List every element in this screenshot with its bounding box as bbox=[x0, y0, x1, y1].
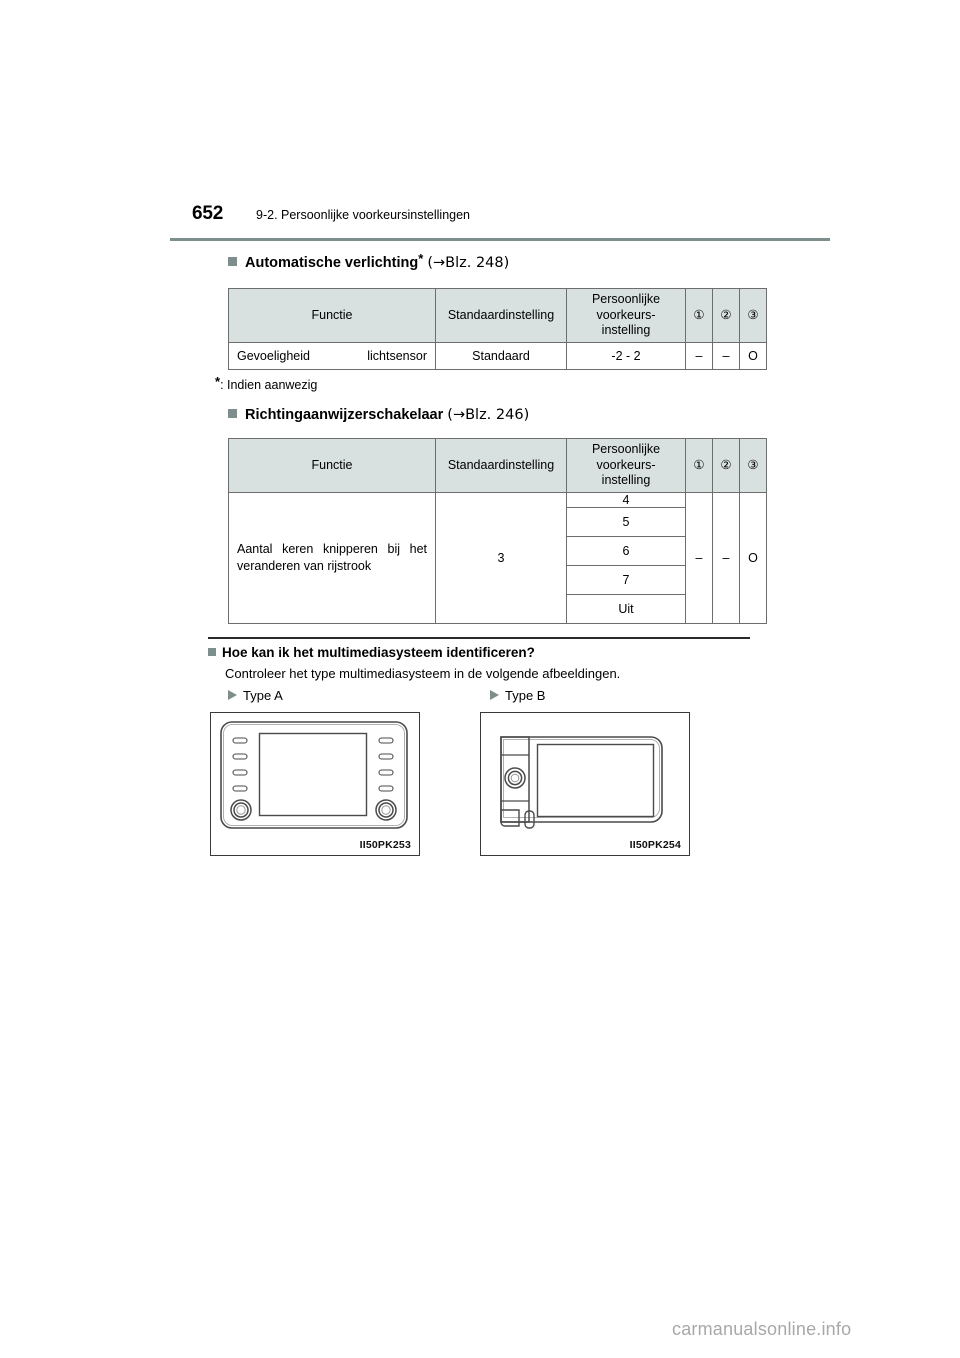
cell-voorkeursinstelling-option: 6 bbox=[567, 537, 686, 566]
section-heading-auto-light bbox=[228, 251, 510, 271]
header-standaardinstelling: Standaardinstelling bbox=[436, 439, 567, 493]
cell-voorkeursinstelling-option: 4 bbox=[567, 493, 686, 508]
section-divider bbox=[208, 637, 750, 639]
header-col-1: ① bbox=[686, 439, 713, 493]
cell-standaardinstelling: Standaard bbox=[436, 343, 567, 370]
cell-col-2: – bbox=[713, 493, 740, 624]
cell-functie bbox=[229, 493, 436, 624]
header-functie: Functie bbox=[229, 289, 436, 343]
cell-col-3: O bbox=[740, 493, 767, 624]
section-heading-turn-signal bbox=[228, 407, 529, 423]
cell-voorkeursinstelling-option: Uit bbox=[567, 595, 686, 624]
cell-functie: Gevoeligheid lichtsensor bbox=[229, 343, 436, 370]
type-b-label bbox=[490, 688, 545, 703]
header-col-2: ② bbox=[713, 439, 740, 493]
footnote-text: : Indien aanwezig bbox=[220, 378, 318, 392]
table-header-row bbox=[229, 439, 767, 493]
cell-voorkeursinstelling-option: 7 bbox=[567, 566, 686, 595]
section-heading-reference: (→Blz. 248) bbox=[427, 255, 510, 271]
section-bullet-icon bbox=[228, 409, 237, 418]
section-heading-text: Automatische verlichting bbox=[245, 255, 419, 271]
type-a-label bbox=[228, 688, 283, 703]
section-heading-reference: (→Blz. 246) bbox=[447, 407, 530, 423]
table-header-row bbox=[229, 289, 767, 343]
cell-col-2: – bbox=[713, 343, 740, 370]
site-watermark: carmanualsonline.info bbox=[672, 1319, 852, 1339]
triangle-marker-icon bbox=[490, 690, 499, 700]
header-standaardinstelling: Standaardinstelling bbox=[436, 289, 567, 343]
header-col-2: ② bbox=[713, 289, 740, 343]
illustration-code-type-b: II50PK254 bbox=[629, 839, 681, 851]
header-col-3: ③ bbox=[740, 439, 767, 493]
header-col-3: ③ bbox=[740, 289, 767, 343]
multimedia-type-a-drawing bbox=[211, 713, 417, 853]
section-heading-multimedia bbox=[208, 645, 535, 660]
cell-voorkeursinstelling: -2 - 2 bbox=[567, 343, 686, 370]
type-a-label-text: Type A bbox=[243, 688, 283, 703]
cell-col-3: O bbox=[740, 343, 767, 370]
footnote-auto-light bbox=[215, 374, 318, 392]
multimedia-type-b-drawing bbox=[481, 713, 687, 853]
type-b-label-text: Type B bbox=[505, 688, 546, 703]
header-functie: Functie bbox=[229, 439, 436, 493]
multimedia-intro-text: Controleer het type multimediasysteem in de volgende afbeeldingen. bbox=[225, 666, 621, 681]
illustration-type-a bbox=[210, 712, 420, 856]
header-persoonlijke-voorkeursinstelling: Persoonlijke voorkeurs- instelling bbox=[567, 289, 686, 343]
page-header bbox=[170, 203, 830, 235]
section-bullet-icon bbox=[208, 648, 216, 656]
table-row bbox=[229, 343, 767, 370]
cell-col-1: – bbox=[686, 343, 713, 370]
page-header-rule bbox=[170, 238, 830, 241]
illustration-code-type-a: II50PK253 bbox=[359, 839, 411, 851]
section-heading-star: * bbox=[418, 251, 424, 266]
header-col-1: ① bbox=[686, 289, 713, 343]
page-number: 652 bbox=[192, 203, 224, 224]
illustration-type-b bbox=[480, 712, 690, 856]
table-row bbox=[229, 493, 767, 508]
section-heading-text: Richtingaanwijzerschakelaar bbox=[245, 407, 444, 423]
section-heading-text: Hoe kan ik het multimediasysteem identificeren? bbox=[222, 645, 535, 660]
cell-col-1: – bbox=[686, 493, 713, 624]
cell-voorkeursinstelling-option: 5 bbox=[567, 508, 686, 537]
footnote-star: * bbox=[215, 374, 221, 389]
table-auto-light bbox=[228, 288, 767, 370]
section-bullet-icon bbox=[228, 257, 237, 266]
header-persoonlijke-voorkeursinstelling: Persoonlijke voorkeurs- instelling bbox=[567, 439, 686, 493]
triangle-marker-icon bbox=[228, 690, 237, 700]
cell-functie-text: Aantal keren knipperen bij het veranderen van rijstrook bbox=[237, 542, 427, 573]
cell-standaardinstelling: 3 bbox=[436, 493, 567, 624]
table-turn-signal bbox=[228, 438, 767, 624]
page-header-title: 9-2. Persoonlijke voorkeursinstellingen bbox=[256, 208, 471, 222]
